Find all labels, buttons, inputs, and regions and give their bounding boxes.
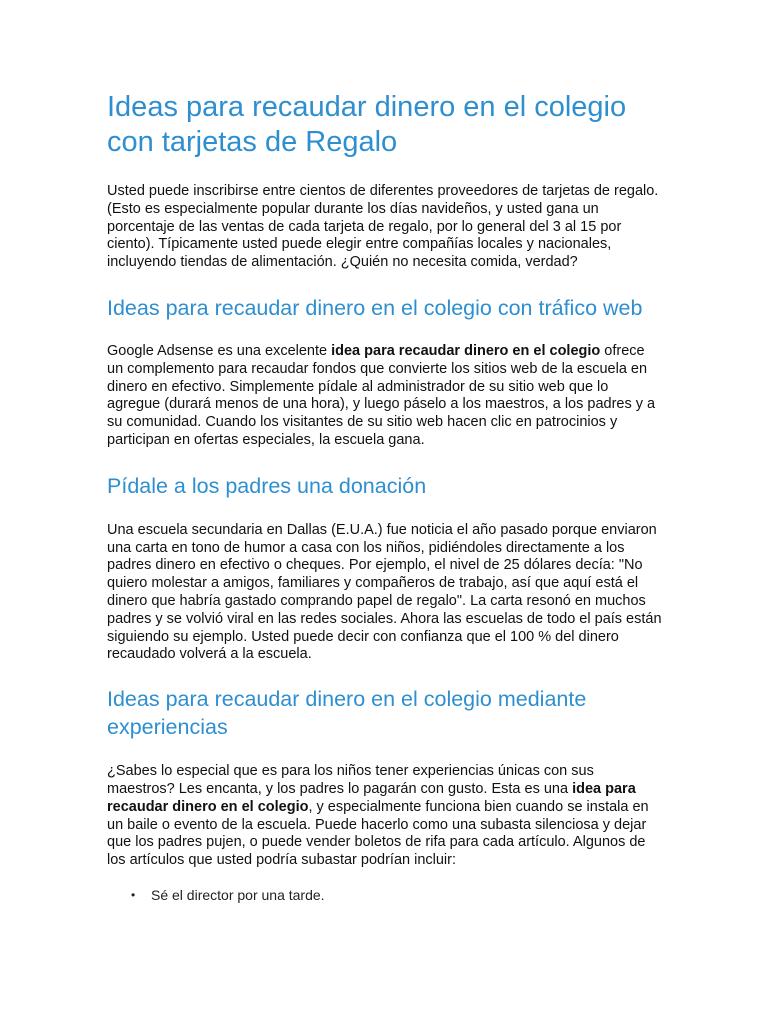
bold-keyword: idea para recaudar dinero en el colegio (107, 780, 636, 815)
heading-web-traffic: Ideas para recaudar dinero en el colegio con tráfico web (107, 295, 643, 320)
document-page (107, 90, 662, 904)
paragraph-text: Google Adsense es una excelente (107, 342, 332, 359)
paragraph-text: , y especialmente funciona bien cuando se instala en un baile o evento de la escuela. Puede hacerlo como una subasta silenciosa y dejar que los padres pujen, o puede vender boletos de rifa para cada artículo. Algunos de los artículos que usted podría subastar podrían incluir: (107, 798, 649, 869)
list-item-text: Sé el director por una tarde. (151, 886, 325, 903)
paragraph-web-traffic (107, 343, 662, 450)
list-item (131, 886, 662, 904)
auction-items-list (107, 886, 662, 904)
bullet-icon: • (131, 887, 136, 902)
page-title: Ideas para recaudar dinero en el colegio con tarjetas de Regalo (107, 91, 627, 158)
heading-experiences: Ideas para recaudar dinero en el colegio mediante experiencias (107, 687, 587, 740)
paragraph-parents-donation: Una escuela secundaria en Dallas (E.U.A.) fue noticia el año pasado porque enviaron una carta en tono de humor a casa con los niños, pidiéndoles directamente a los padres dinero en efectivo o cheques. Por ejemplo, el nivel de 25 dólares decía: "No quiero molestar a amigos, familiares y compañeros de trabajo, así que aquí está el dinero que habría gastado comprando papel de regalo". La carta resonó en muchos padres y se volvió viral en las redes sociales. Ahora las escuelas de todo el país están siguiendo su ejemplo. Usted puede decir con confianza que el 100 % del dinero recaudado volverá a la escuela. (107, 521, 662, 663)
paragraph-text: ¿Sabes lo especial que es para los niños tener experiencias únicas con sus maestros? Les encanta, y los padres lo pagarán con gusto. Esta es una (107, 763, 594, 797)
paragraph-gift-cards: Usted puede inscribirse entre cientos de diferentes proveedores de tarjetas de regalo. (Esto es especialmente popular durante los días navideños, y usted gana un porcentaje de las ventas de cada tarjeta de regalo, por lo general del 3 al 15 por ciento). Típicamente usted puede elegir entre compañías locales y nacionales, incluyendo tiendas de alimentación. ¿Quién no necesita comida, verdad? (107, 183, 659, 271)
paragraph-experiences (107, 763, 662, 870)
bold-keyword: idea para recaudar dinero en el colegio (331, 342, 601, 359)
heading-parents-donation: Pídale a los padres una donación (107, 473, 427, 498)
paragraph-text: ofrece un complemento para recaudar fondos que convierte los sitios web de la escuela en dinero en efectivo. Simplemente pídale al administrador de su sitio web que lo agregue (durará menos de una hora), y luego páselo a los maestros, a los padres y a su comunidad. Cuando los visitantes de su sitio web hacen clic en patrocinios y participan en ofertas especiales, la escuela gana. (107, 342, 656, 448)
